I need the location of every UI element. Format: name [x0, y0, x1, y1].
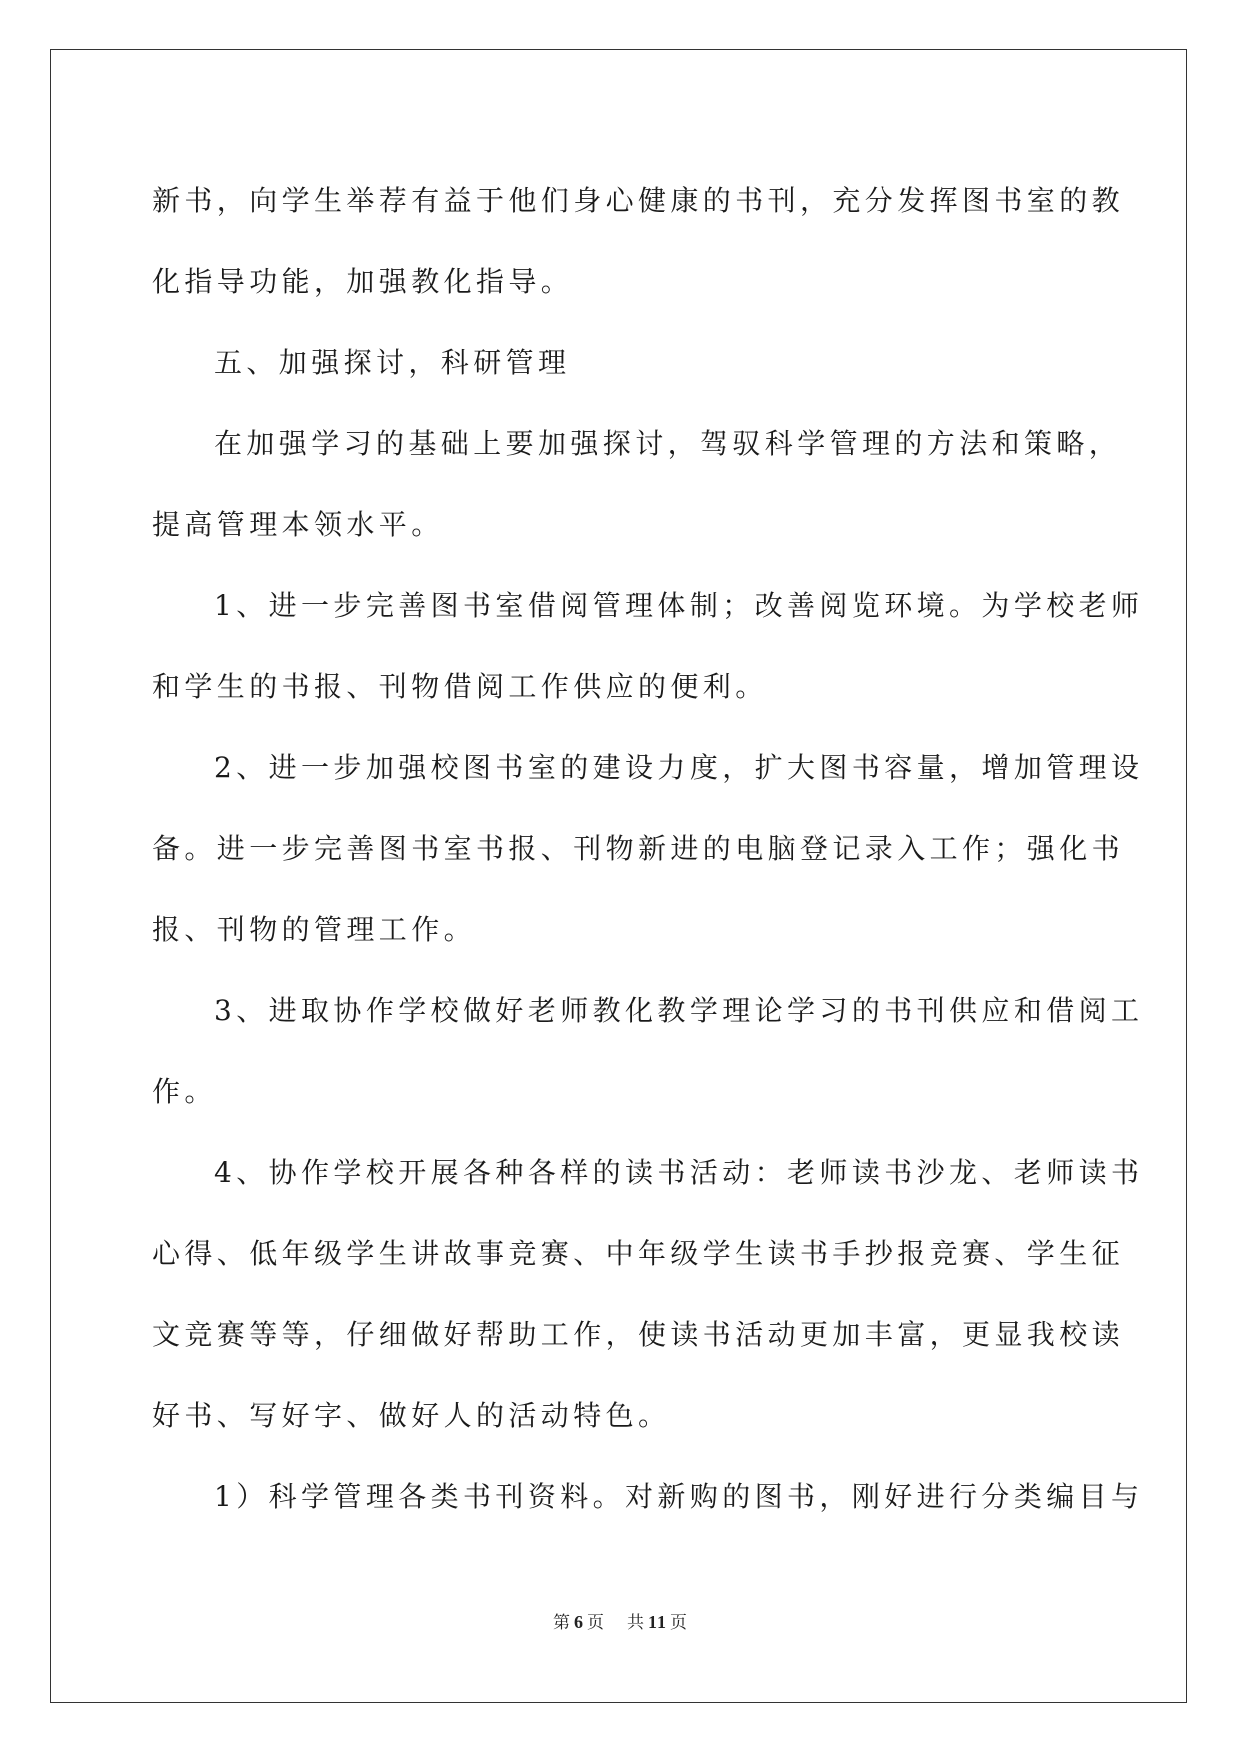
document-body [152, 160, 1144, 1537]
page-prefix: 第 [552, 1613, 571, 1633]
paragraph-line: 提高管理本领水平。 [152, 508, 444, 541]
total-suffix: 页 [670, 1613, 688, 1633]
paragraph-line: 化指导功能，加强教化指导。 [152, 265, 574, 298]
list-item-line: 1、进一步完善图书室借阅管理体制；改善阅览环境。为学校老师 [214, 589, 1144, 622]
list-item-line: 2、进一步加强校图书室的建设力度，扩大图书容量，增加管理设 [214, 751, 1144, 784]
page-suffix: 页 [586, 1613, 605, 1633]
list-item-line: 好书、写好字、做好人的活动特色。 [152, 1399, 671, 1432]
paragraph-line: 新书，向学生举荐有益于他们身心健康的书刊，充分发挥图书室的教 [152, 184, 1125, 217]
list-item-line: 4、协作学校开展各种各样的读书活动：老师读书沙龙、老师读书 [214, 1156, 1144, 1189]
total-pages: 11 [647, 1612, 667, 1632]
list-item-line: 和学生的书报、刊物借阅工作供应的便利。 [152, 670, 768, 703]
list-item-line: 报、刊物的管理工作。 [152, 913, 477, 946]
list-item-line: 3、进取协作学校做好老师教化教学理论学习的书刊供应和借阅工 [214, 994, 1144, 1027]
total-prefix: 共 [626, 1613, 645, 1633]
list-item-line: 备。进一步完善图书室书报、刊物新进的电脑登记录入工作；强化书 [152, 832, 1125, 865]
list-item-line: 作。 [152, 1075, 217, 1108]
page-number: 6 [573, 1612, 584, 1632]
paragraph-line: 在加强学习的基础上要加强探讨，驾驭科学管理的方法和策略， [214, 427, 1122, 460]
list-item-line: 心得、低年级学生讲故事竞赛、中年级学生读书手抄报竞赛、学生征 [152, 1237, 1125, 1270]
list-item-line: 1）科学管理各类书刊资料。对新购的图书，刚好进行分类编目与 [214, 1480, 1144, 1513]
list-item-line: 文竞赛等等，仔细做好帮助工作，使读书活动更加丰富，更显我校读 [152, 1318, 1125, 1351]
page-footer [0, 1608, 1241, 1633]
section-heading: 五、加强探讨，科研管理 [214, 346, 571, 379]
